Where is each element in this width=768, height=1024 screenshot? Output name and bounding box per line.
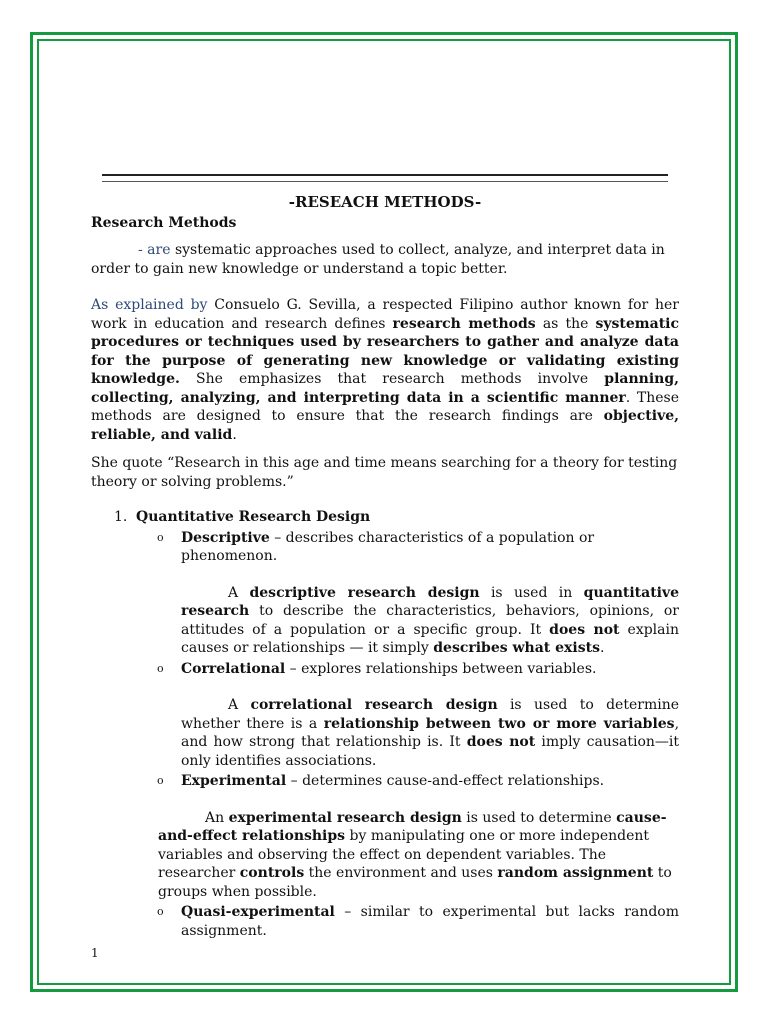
- numbered-item-title: Quantitative Research Design: [136, 509, 371, 525]
- bullet-marker: o: [157, 905, 164, 918]
- explained-text-3: She emphasizes that research methods involve: [179, 371, 605, 387]
- bullet-definition: – describes characteristics of a population or phenomenon.: [181, 529, 595, 564]
- explained-text-2: as the: [535, 315, 596, 332]
- bold-run: experimental research design: [228, 809, 462, 826]
- intro-paragraph: [91, 241, 679, 278]
- explained-text-5: .: [232, 426, 237, 443]
- document-content: [91, 174, 679, 940]
- text-run: imply causation—it only identifies associations.: [181, 734, 680, 769]
- descriptive-paragraph: [91, 584, 679, 658]
- bold-run: controls: [239, 865, 305, 881]
- bullet-term: Experimental: [181, 773, 287, 789]
- explained-lead: As explained by: [91, 297, 208, 313]
- bullet-definition: – determines cause-and-effect relationships.: [286, 773, 605, 789]
- bullet-definition: – explores relationships between variables.: [285, 660, 597, 677]
- bold-run: does not: [466, 734, 536, 750]
- bullet-quasi-experimental: [91, 903, 679, 940]
- title-rule: [102, 174, 668, 182]
- document-title: -RESEACH METHODS-: [288, 193, 482, 211]
- bullet-correlational: [91, 660, 679, 679]
- text-run: An: [205, 809, 229, 826]
- bold-run: descriptive research design: [249, 584, 480, 601]
- list-number: 1.: [114, 509, 128, 525]
- bullet-term: Correlational: [181, 660, 286, 677]
- intro-text: systematic approaches used to collect, analyze, and interpret data in order to gain new knowledge or understand a topic better.: [91, 242, 665, 277]
- bold-run: random assignment: [497, 865, 654, 881]
- text-run: to describe the characteristics, behaviors, opinions, or attitudes of a population or a specific group. It: [181, 603, 679, 638]
- text-run: .: [599, 640, 605, 656]
- bold-run: relationship between two or more variables: [323, 715, 675, 732]
- text-run: is used to determine whether there is a: [181, 697, 679, 732]
- bold-run: does not: [549, 621, 620, 638]
- text-run: explain causes or relationships — it simply: [181, 621, 680, 656]
- section-heading: Research Methods: [91, 214, 237, 231]
- text-run: is used in: [479, 584, 584, 601]
- explained-bold-3: planning, collecting, analyzing, and interpreting data in a scientific manner: [91, 371, 679, 406]
- bold-run: cause-and-effect relationships: [158, 809, 667, 844]
- text-run: A: [228, 584, 250, 601]
- text-run: by manipulating one or more independent variables and observing the effect on dependent variables. The researcher: [158, 828, 650, 881]
- bullet-term: Quasi-experimental: [181, 904, 335, 920]
- text-run: A: [228, 697, 251, 713]
- explained-text-1: Consuelo G. Sevilla, a respected Filipino author known for her work in education and research defines: [91, 297, 679, 332]
- bullet-experimental: [91, 772, 679, 791]
- bullet-definition: – similar to experimental but lacks random assignment.: [181, 904, 679, 939]
- quote-paragraph: She quote “Research in this age and time means searching for a theory for testing theory or solving problems.”: [91, 455, 678, 490]
- explained-paragraph: [91, 296, 679, 444]
- explained-bold-1: research methods: [392, 315, 536, 332]
- correlational-paragraph: [91, 696, 679, 770]
- bullet-marker: o: [157, 661, 164, 675]
- bullet-descriptive: [91, 529, 679, 566]
- explained-text-4: . These methods are designed to ensure that the research findings are: [91, 389, 679, 424]
- bullet-term: Descriptive: [181, 529, 270, 546]
- bold-run: describes what exists: [433, 640, 600, 656]
- explained-bold-4: objective, reliable, and valid: [91, 408, 679, 443]
- numbered-item-1: [91, 508, 679, 527]
- bold-run: correlational research design: [250, 697, 498, 713]
- text-run: to groups when possible.: [158, 865, 672, 900]
- text-run: the environment and uses: [304, 865, 498, 881]
- bullet-marker: o: [157, 774, 164, 787]
- text-run: , and how strong that relationship is. It: [181, 715, 680, 750]
- experimental-paragraph: [91, 809, 679, 902]
- page-number: 1: [91, 946, 99, 960]
- bold-run: quantitative research: [181, 584, 680, 619]
- bullet-marker: o: [157, 530, 164, 544]
- text-run: is used to determine: [461, 809, 617, 826]
- explained-bold-2: systematic procedures or techniques used by researchers to gather and analyze data for the purpose of generating new knowledge or validating existing knowledge.: [91, 315, 679, 387]
- intro-lead: - are: [138, 242, 171, 258]
